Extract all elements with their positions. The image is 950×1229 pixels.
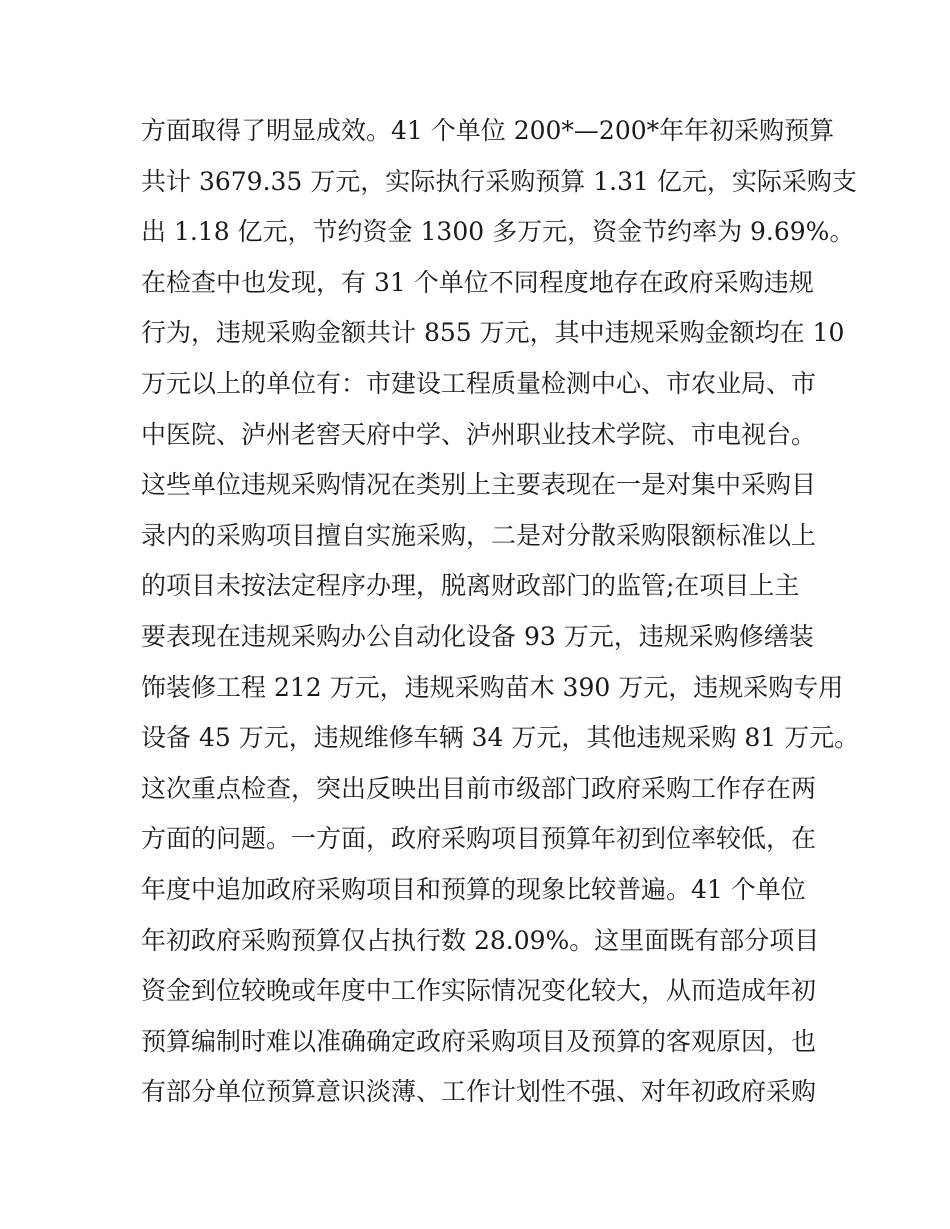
text-line-2: 共计 3679.35 万元，实际执行采购预算 1.31 亿元，实际采购支 xyxy=(141,166,857,196)
text-line-10: 的项目未按法定程序办理，脱离财政部门的监管;在项目上主 xyxy=(141,571,800,601)
text-line-17: 年初政府采购预算仅占执行数 28.09%。这里面既有部分项目 xyxy=(141,925,820,955)
text-line-5: 行为，违规采购金额共计 855 万元，其中违规采购金额均在 10 xyxy=(141,318,845,348)
text-line-7: 中医院、泸州老窖天府中学、泸州职业技术学院、市电视台。 xyxy=(141,419,817,449)
text-line-14: 这次重点检查，突出反映出目前市级部门政府采购工作存在两 xyxy=(141,773,817,803)
text-line-6: 万元以上的单位有：市建设工程质量检测中心、市农业局、市 xyxy=(141,368,817,398)
text-line-20: 有部分单位预算意识淡薄、工作计划性不强、对年初政府采购 xyxy=(141,1077,817,1107)
body-text xyxy=(141,106,860,1118)
text-line-1: 方面取得了明显成效。41 个单位 200*—200*年年初采购预算 xyxy=(141,116,835,145)
text-line-13: 设备 45 万元，违规维修车辆 34 万元，其他违规采购 81 万元。 xyxy=(141,723,860,753)
text-line-16: 年度中追加政府采购项目和预算的现象比较普遍。41 个单位 xyxy=(141,874,806,904)
text-line-15: 方面的问题。一方面，政府采购项目预算年初到位率较低，在 xyxy=(141,824,817,854)
text-line-3: 出 1.18 亿元，节约资金 1300 多万元，资金节约率为 9.69%。 xyxy=(141,217,855,247)
text-line-12: 饰装修工程 212 万元，违规采购苗木 390 万元，违规采购专用 xyxy=(141,672,844,702)
text-line-11: 要表现在违规采购办公自动化设备 93 万元，违规采购修缮装 xyxy=(141,621,814,651)
text-line-4: 在检查中也发现，有 31 个单位不同程度地存在政府采购违规 xyxy=(141,267,814,297)
text-line-9: 录内的采购项目擅自实施采购，二是对分散采购限额标准以上 xyxy=(141,520,817,550)
text-line-18: 资金到位较晚或年度中工作实际情况变化较大，从而造成年初 xyxy=(141,976,817,1006)
text-line-8: 这些单位违规采购情况在类别上主要表现在一是对集中采购目 xyxy=(141,470,817,500)
text-line-19: 预算编制时难以准确确定政府采购项目及预算的客观原因，也 xyxy=(141,1026,817,1056)
